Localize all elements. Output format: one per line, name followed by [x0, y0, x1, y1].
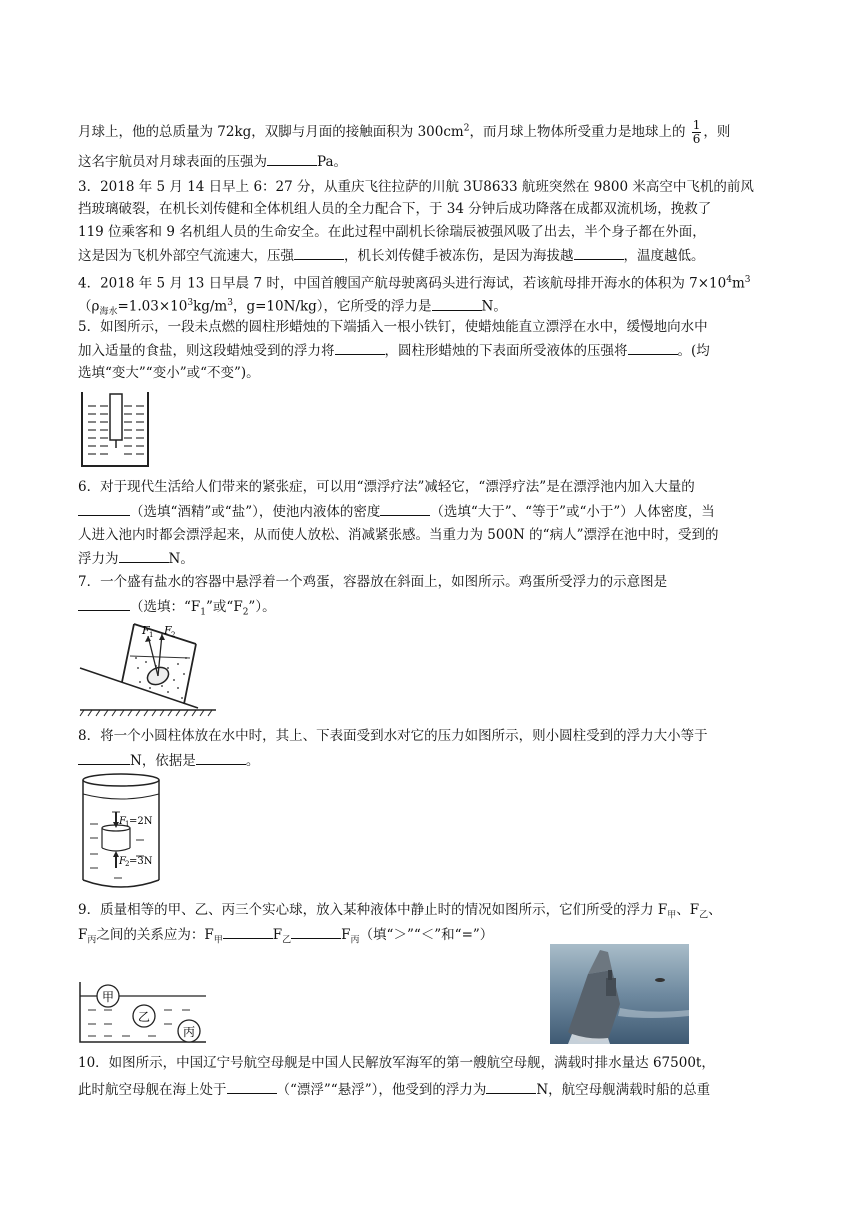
answer-blank[interactable]: [432, 297, 482, 311]
q8-line-2: N，依据是 。: [78, 751, 259, 770]
fig-label-f2-sub: 2: [171, 631, 176, 639]
answer-blank[interactable]: [223, 925, 273, 939]
q9-line-1: 9．质量相等的甲、乙、丙三个实心球，放入某种液体中静止时的情况如图所示，它们所受的浮力 $F_甲$、$F_乙$、: [78, 902, 722, 921]
q10-line-1: 10．如图所示，中国辽宁号航空母舰是中国人民解放军海军的第一艘航空母舰，满载时排水量达 67500t，: [78, 1055, 715, 1071]
fraction-one-sixth: $\frac{1}{6}$: [692, 118, 701, 146]
q3-line-1: 3．2018 年 5 月 14 日早上 6：27 分，从重庆飞往拉萨的川航 3U8633 航班突然在 9800 米高空中飞机的前风: [78, 179, 754, 195]
answer-blank[interactable]: [335, 341, 385, 355]
q7-line-2: （选填：“$F_1$”或“$F_2$”）。: [78, 597, 276, 622]
q5-line-1: 5．如图所示，一段未点燃的圆柱形蜡烛的下端插入一根小铁钉，使蜡烛能直立漂浮在水中，缓慢地向水中: [78, 319, 708, 335]
q7-line-1: 7．一个盛有盐水的容器中悬浮着一个鸡蛋，容器放在斜面上，如图所示。鸡蛋所受浮力的示意图是: [78, 574, 668, 590]
q8-line-1: 8．将一个小圆柱体放在水中时，其上、下表面受到水对它的压力如图所示，则小圆柱受到的浮力大小等于: [78, 728, 708, 744]
answer-blank[interactable]: [196, 751, 246, 765]
three-balls-figure: [78, 980, 210, 1046]
q3-line-3: 119 位乘客和 9 名机组人员的生命安全。在此过程中副机长徐瑞辰被强风吸了出去，半个身子都在外面，: [78, 224, 706, 240]
q6-line-4: 浮力为 N。: [78, 551, 194, 567]
fig-label-f2-sub: 2: [125, 860, 130, 868]
q6-line-2: （选填“酒精”或“盐”），使池内液体的密度 （选填“大于”、“等于”或“小于”）人体密度，当: [78, 502, 715, 521]
fig-label-f1: F: [142, 624, 150, 637]
q4-line-1: 4．2018 年 5 月 13 日早晨 7 时，中国首艘国产航母驶离码头进行海试，若该航母排开海水的体积为 $7\times 10^4m^3$: [78, 275, 751, 292]
candle-figure: [80, 390, 152, 470]
q2-line-2: 这名宇航员对月球表面的压强为 Pa。: [78, 154, 348, 170]
answer-blank[interactable]: [78, 502, 130, 516]
q6-line-3: 人进入池内时都会漂浮起来，从而使人放松、消减紧张感。当重力为 500N 的“病人”漂浮在池中时，受到的: [78, 527, 719, 543]
cylinder-figure: [80, 772, 162, 892]
answer-blank[interactable]: [380, 502, 430, 516]
answer-blank[interactable]: [119, 549, 169, 563]
fig-label-f1-value: =2N: [129, 816, 153, 827]
answer-blank[interactable]: [78, 751, 130, 765]
q3-line-2: 挡玻璃破裂，在机长刘传健和全体机组人员的全力配合下，于 34 分钟后成功降落在成都双流机场，挽救了: [78, 201, 712, 217]
ball-bing-label: 丙: [182, 1025, 196, 1039]
answer-blank[interactable]: [291, 925, 341, 939]
q5-line-3: 选填“变大”“变小”或“不变”)。: [78, 365, 260, 381]
fig-label-f2: F: [164, 624, 172, 637]
answer-blank[interactable]: [294, 246, 344, 260]
fig-label-f1-sub: 1: [125, 820, 130, 828]
q2-line-1: 月球上，他的总质量为 72kg，双脚与月面的接触面积为 $300cm^2$，而月球上物体所受重力是地球上的 $\frac{1}{6}$ ，则: [78, 118, 731, 146]
answer-blank[interactable]: [574, 246, 624, 260]
q5-line-2: 加入适量的食盐，则这段蜡烛受到的浮力将 ，圆柱形蜡烛的下表面所受液体的压强将 。(均: [78, 343, 710, 359]
ball-yi-label: 乙: [137, 1010, 151, 1024]
fig-label-f1-sub: 1: [149, 631, 154, 639]
q9-line-2: $F_丙$之间的关系应为：$F_甲$ $F_乙$ $F_丙$（填“＞”“＜”和“=”）: [78, 927, 494, 946]
q6-line-1: 6．对于现代生活给人们带来的紧张症，可以用“漂浮疗法”减轻它，“漂浮疗法”是在漂浮池内加入大量的: [78, 479, 695, 495]
fig-label-f1: F: [119, 816, 126, 827]
answer-blank[interactable]: [227, 1080, 277, 1094]
fig-label-f2: F: [119, 856, 126, 867]
answer-blank[interactable]: [486, 1080, 536, 1094]
fig-label-f2-value: =3N: [129, 856, 153, 867]
answer-blank[interactable]: [78, 597, 130, 611]
aircraft-carrier-photo: [550, 944, 689, 1044]
q10-line-2: 此时航空母舰在海上处于 （“漂浮”“悬浮”），他受到的浮力为 N，航空母舰满载时船的总重: [78, 1082, 711, 1098]
q3-line-4: 这是因为飞机外部空气流速大，压强 ，机长刘传健手被冻伤，是因为海拔越 ，温度越低。: [78, 248, 705, 264]
answer-blank[interactable]: [628, 341, 678, 355]
ball-jia-label: 甲: [101, 990, 115, 1004]
egg-incline-figure: [78, 618, 218, 718]
q4-line-2: （$\rho_{海水}=1.03\times 10^3kg/m^3$，g=10N/kg），它所受的浮力是 N。: [78, 298, 507, 318]
answer-blank[interactable]: [267, 152, 317, 166]
